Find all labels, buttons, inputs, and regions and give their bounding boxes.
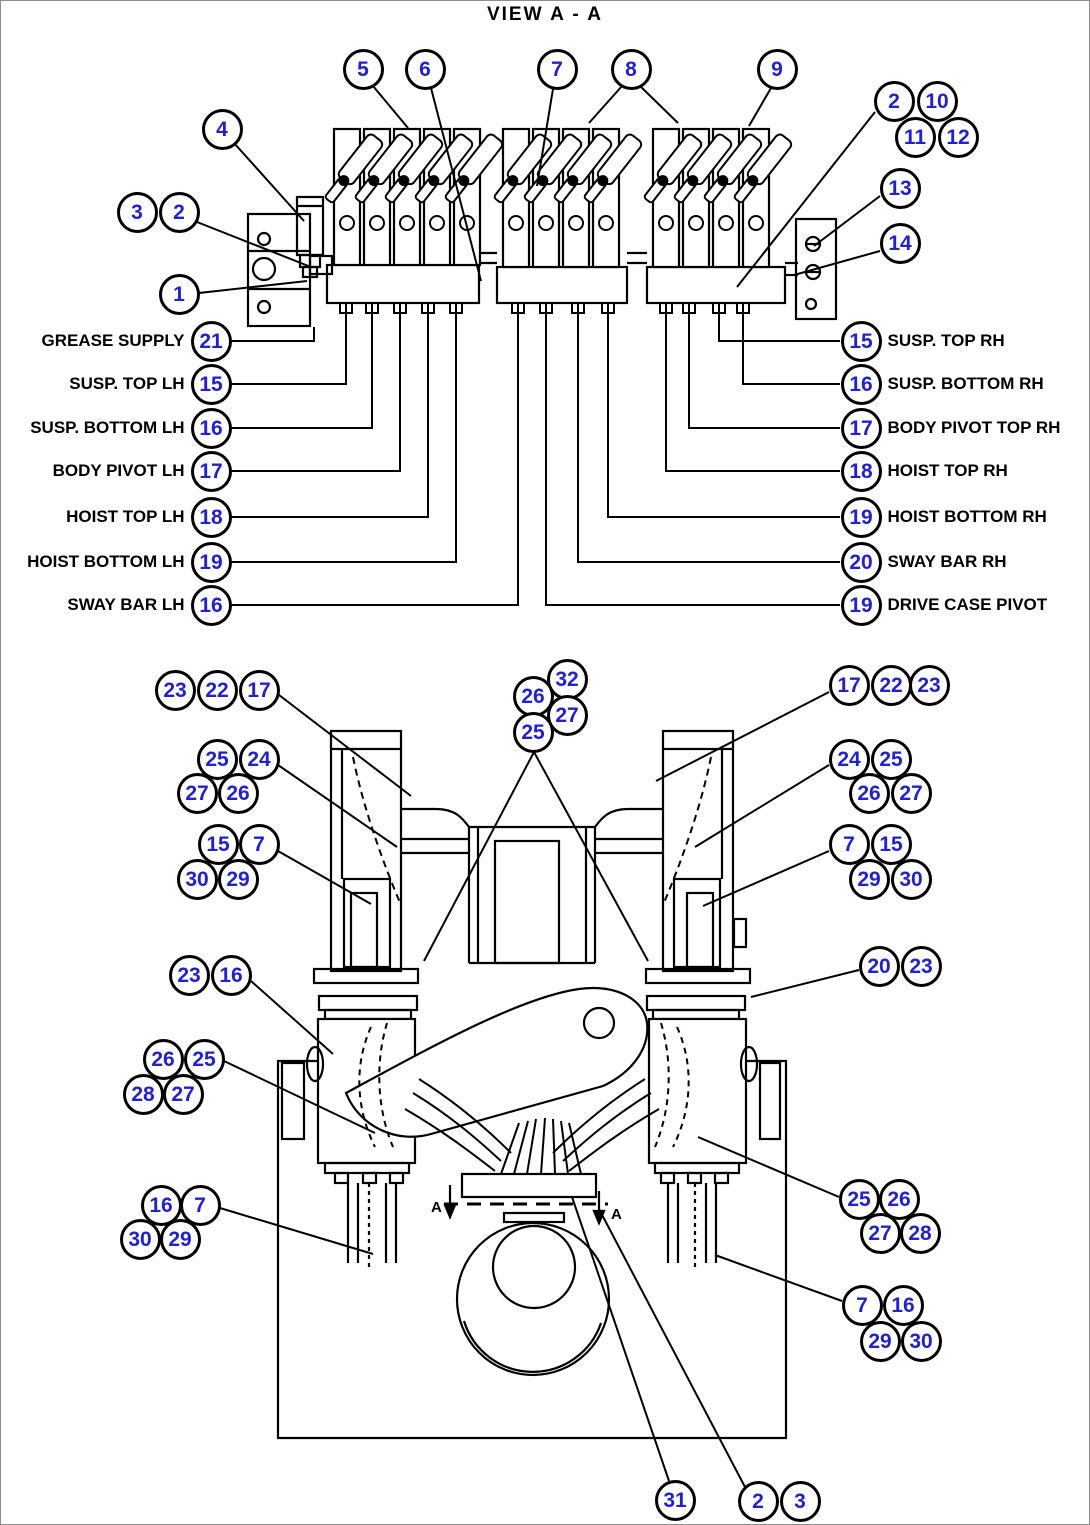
grease-point-label: SWAY BAR LH <box>67 595 185 614</box>
balloon-19: 19 <box>841 585 882 626</box>
leader-line <box>666 303 840 471</box>
balloon-29: 29 <box>218 859 259 900</box>
grease-point-label: HOIST BOTTOM LH <box>27 552 185 571</box>
balloon-16: 16 <box>191 408 232 449</box>
balloon-13: 13 <box>880 168 921 209</box>
leader-line <box>232 303 372 428</box>
balloon-4: 4 <box>202 109 243 150</box>
balloon-25: 25 <box>197 739 238 780</box>
balloon-16: 16 <box>211 955 252 996</box>
balloon-11: 11 <box>895 117 936 158</box>
balloon-7: 7 <box>829 824 870 865</box>
grease-point-label-row <box>42 321 232 362</box>
balloon-10: 10 <box>917 81 958 122</box>
balloon-30: 30 <box>901 1321 942 1362</box>
leader-line <box>373 86 408 128</box>
balloon-26: 26 <box>513 676 554 717</box>
balloon-2: 2 <box>738 1481 779 1522</box>
balloon-14: 14 <box>880 223 921 264</box>
balloon-27: 27 <box>163 1074 204 1115</box>
grease-point-label: GREASE SUPPLY <box>41 331 185 350</box>
leader-line <box>279 695 411 796</box>
balloon-2: 2 <box>159 192 200 233</box>
grease-point-label: BODY PIVOT LH <box>52 461 185 480</box>
balloon-24: 24 <box>829 739 870 780</box>
grease-point-label: SUSP. BOTTOM LH <box>30 418 185 437</box>
balloon-30: 30 <box>177 859 218 900</box>
grease-point-label-row <box>69 364 231 405</box>
grease-point-label-row <box>841 321 1005 362</box>
balloon-17: 17 <box>841 408 882 449</box>
balloon-27: 27 <box>891 773 932 814</box>
leader-line <box>656 692 829 781</box>
balloon-30: 30 <box>891 859 932 900</box>
balloon-27: 27 <box>547 695 588 736</box>
balloon-25: 25 <box>513 712 554 753</box>
leader-line <box>695 765 829 847</box>
balloon-16: 16 <box>883 1285 924 1326</box>
balloon-2: 2 <box>874 81 915 122</box>
balloon-15: 15 <box>871 824 912 865</box>
balloon-15: 15 <box>841 321 882 362</box>
balloon-29: 29 <box>860 1321 901 1362</box>
balloon-16: 16 <box>141 1185 182 1226</box>
leader-line <box>743 303 840 384</box>
leader-line <box>220 1208 373 1254</box>
balloon-12: 12 <box>938 117 979 158</box>
grease-point-label-row <box>27 542 231 583</box>
balloon-26: 26 <box>143 1039 184 1080</box>
balloon-17: 17 <box>191 451 232 492</box>
leader-line <box>199 281 307 293</box>
leader-line <box>640 86 678 123</box>
balloon-7: 7 <box>537 49 578 90</box>
balloon-7: 7 <box>180 1185 221 1226</box>
leader-line <box>814 196 880 246</box>
balloon-18: 18 <box>841 451 882 492</box>
grease-point-label: SUSP. BOTTOM RH <box>887 374 1044 393</box>
balloon-26: 26 <box>218 773 259 814</box>
leader-line <box>232 303 400 471</box>
balloon-17: 17 <box>829 665 870 706</box>
page-title: VIEW A - A <box>486 4 604 25</box>
leader-line <box>534 752 648 961</box>
balloon-18: 18 <box>191 497 232 538</box>
leader-line <box>278 765 397 847</box>
leader-line <box>251 981 333 1054</box>
section-marker: A <box>431 1199 442 1216</box>
balloon-20: 20 <box>859 946 900 987</box>
grease-point-label-row <box>841 585 1048 626</box>
balloon-27: 27 <box>177 773 218 814</box>
balloon-27: 27 <box>860 1213 901 1254</box>
grease-point-label: HOIST BOTTOM RH <box>887 507 1047 526</box>
balloon-25: 25 <box>839 1179 880 1220</box>
balloon-29: 29 <box>160 1219 201 1260</box>
balloon-15: 15 <box>198 824 239 865</box>
diagram-artwork <box>1 1 1089 1524</box>
balloon-23: 23 <box>909 665 950 706</box>
leader-line <box>232 303 428 517</box>
leader-line <box>749 88 771 126</box>
balloon-6: 6 <box>405 49 446 90</box>
grease-point-label-row <box>841 542 1007 583</box>
balloon-26: 26 <box>849 773 890 814</box>
balloon-22: 22 <box>197 670 238 711</box>
balloon-23: 23 <box>901 946 942 987</box>
grease-point-label-row <box>67 585 231 626</box>
leader-line <box>278 851 371 904</box>
balloon-30: 30 <box>120 1219 161 1260</box>
balloon-28: 28 <box>900 1213 941 1254</box>
leader-line <box>599 1209 745 1487</box>
leader-line <box>232 303 518 605</box>
balloon-29: 29 <box>849 859 890 900</box>
balloon-3: 3 <box>780 1481 821 1522</box>
balloon-17: 17 <box>239 670 280 711</box>
balloon-19: 19 <box>191 542 232 583</box>
leader-lines <box>197 86 880 1487</box>
balloon-31: 31 <box>655 1480 696 1521</box>
grease-point-label-row <box>30 408 231 449</box>
balloon-26: 26 <box>879 1179 920 1220</box>
balloon-28: 28 <box>123 1074 164 1115</box>
grease-point-label-row <box>841 408 1061 449</box>
balloon-25: 25 <box>184 1039 225 1080</box>
grease-point-label: HOIST TOP RH <box>887 461 1008 480</box>
grease-point-label: SUSP. TOP LH <box>69 374 185 393</box>
leader-line <box>715 1255 842 1301</box>
balloon-1: 1 <box>159 274 200 315</box>
leader-line <box>232 327 314 341</box>
balloon-20: 20 <box>841 542 882 583</box>
balloon-16: 16 <box>841 364 882 405</box>
balloon-24: 24 <box>239 739 280 780</box>
balloon-21: 21 <box>191 321 232 362</box>
balloon-16: 16 <box>191 585 232 626</box>
balloon-7: 7 <box>239 824 280 865</box>
leader-line <box>689 303 840 428</box>
balloon-22: 22 <box>871 665 912 706</box>
leader-line <box>197 222 311 267</box>
grease-point-label-row <box>841 364 1044 405</box>
balloon-15: 15 <box>191 364 232 405</box>
grease-point-label-row <box>66 497 231 538</box>
grease-point-label: SUSP. TOP RH <box>887 331 1005 350</box>
leader-line <box>589 86 622 123</box>
balloon-8: 8 <box>611 49 652 90</box>
grease-point-label-row <box>53 451 232 492</box>
grease-point-label-row <box>841 451 1008 492</box>
balloon-9: 9 <box>757 49 798 90</box>
axle-center <box>444 1174 609 1375</box>
balloon-3: 3 <box>117 192 158 233</box>
leader-line <box>234 143 304 221</box>
leader-line <box>608 303 840 517</box>
leader-line <box>546 303 840 605</box>
grease-point-label: BODY PIVOT TOP RH <box>887 418 1061 437</box>
balloon-5: 5 <box>343 49 384 90</box>
balloon-23: 23 <box>169 955 210 996</box>
balloon-7: 7 <box>842 1285 883 1326</box>
balloon-25: 25 <box>871 739 912 780</box>
balloon-23: 23 <box>155 670 196 711</box>
balloon-32: 32 <box>547 659 588 700</box>
grease-point-label: SWAY BAR RH <box>887 552 1007 571</box>
leader-line <box>232 303 346 384</box>
grease-point-label-row <box>841 497 1047 538</box>
balloon-19: 19 <box>841 497 882 538</box>
grease-point-label: HOIST TOP LH <box>66 507 185 526</box>
leader-line <box>698 1137 839 1197</box>
section-marker: A <box>611 1206 622 1223</box>
leader-line <box>751 970 859 997</box>
grease-point-label: DRIVE CASE PIVOT <box>887 595 1048 614</box>
